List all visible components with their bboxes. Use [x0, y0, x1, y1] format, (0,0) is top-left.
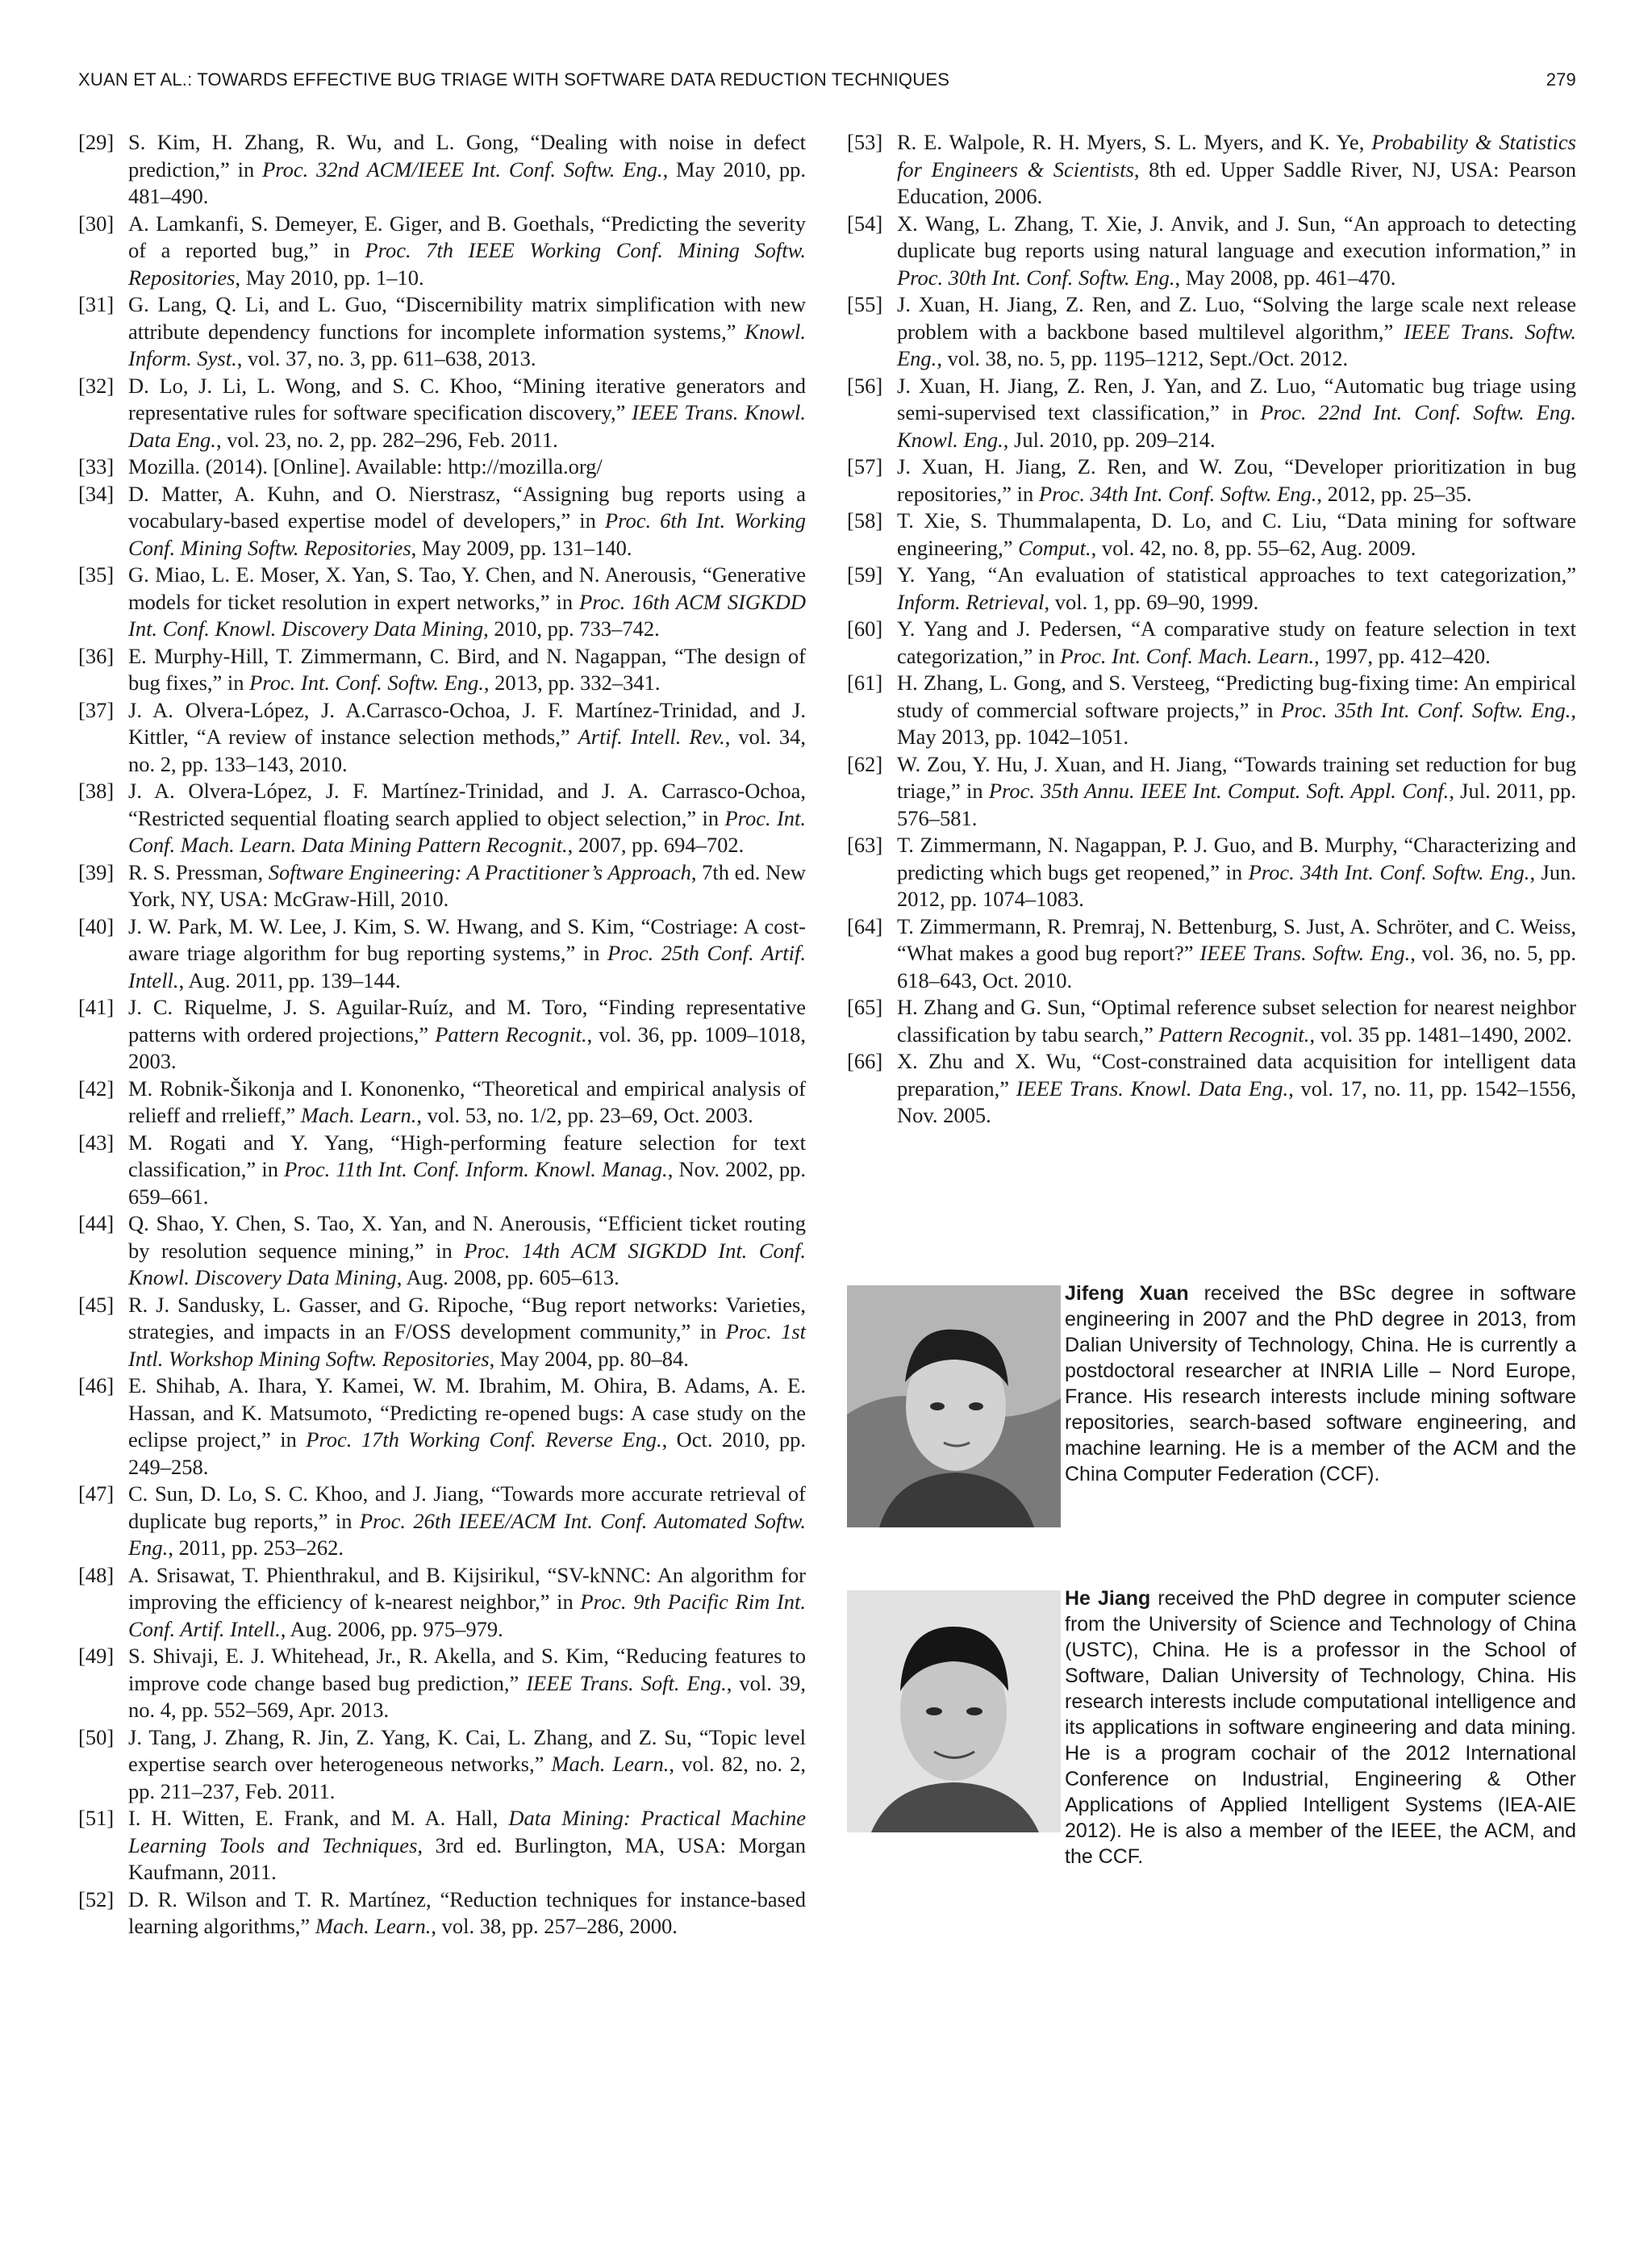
reference-text: M. Rogati and Y. Yang, “High-performing feature selection for text classification,” in Proc. 11th Int. Conf. Inform. Knowl. Manag., Nov. 2002, pp. 659–661.: [128, 1130, 806, 1209]
reference-text: E. Shihab, A. Ihara, Y. Kamei, W. M. Ibrahim, M. Ohira, B. Adams, A. E. Hassan, and K. Matsumoto, “Predicting re-opened bugs: A case study on the eclipse project,” in Proc. 17th Working Conf. Reverse Eng., Oct. 2010, pp. 249–258.: [128, 1373, 807, 1479]
reference-entry: [78, 211, 806, 292]
reference-number: [48]: [78, 1562, 115, 1587]
reference-number: [64]: [847, 913, 883, 938]
references-right-column: [847, 129, 1576, 1130]
reference-text: C. Sun, D. Lo, S. C. Khoo, and J. Jiang, “Towards more accurate retrieval of duplicate bug reports,” in Proc. 26th IEEE/ACM Int. Conf. Automated Softw. Eng., 2011, pp. 253–262.: [128, 1481, 806, 1560]
reference-entry: [78, 1805, 806, 1886]
reference-number: [38]: [78, 779, 115, 803]
reference-text: D. Matter, A. Kuhn, and O. Nierstrasz, “Assigning bug reports using a vocabulary-based expertise model of developers,” in Proc. 6th Int. Working Conf. Mining Softw. Repositories, May 2009, pp. 131–140.: [128, 481, 806, 560]
reference-entry: [847, 562, 1576, 616]
reference-text: M. Robnik-Šikonja and I. Kononenko, “Theoretical and empirical analysis of relieff and rrelieff,” Mach. Learn., vol. 53, no. 1/2, pp. 23–69, Oct. 2003.: [128, 1076, 806, 1127]
reference-number: [62]: [847, 751, 883, 776]
reference-entry: [847, 751, 1576, 833]
reference-text: W. Zou, Y. Hu, J. Xuan, and H. Jiang, “Towards training set reduction for bug triage,” in Proc. 35th Annu. IEEE Int. Comput. Soft. Appl. Conf., Jul. 2011, pp. 576–581.: [897, 751, 1576, 830]
reference-text: S. Kim, H. Zhang, R. Wu, and L. Gong, “Dealing with noise in defect prediction,” in Proc. 32nd ACM/IEEE Int. Conf. Softw. Eng., May 2010, pp. 481–490.: [128, 130, 807, 208]
reference-text: H. Zhang and G. Sun, “Optimal reference subset selection for nearest neighbor classification by tabu search,” Pattern Recognit., vol. 35 pp. 1481–1490, 2002.: [897, 995, 1576, 1047]
reference-text: J. A. Olvera-López, J. A.Carrasco-Ochoa, J. F. Martínez-Trinidad, and J. Kittler, “A review of instance selection methods,” Artif. Intell. Rev., vol. 34, no. 2, pp. 133–143, 2010.: [128, 697, 806, 776]
reference-entry: [78, 1886, 806, 1941]
reference-number: [65]: [847, 995, 883, 1019]
reference-text: T. Zimmermann, R. Premraj, N. Bettenburg, S. Just, A. Schröter, and C. Weiss, “What makes a good bug report?” IEEE Trans. Softw. Eng., vol. 36, no. 5, pp. 618–643, Oct. 2010.: [897, 913, 1576, 992]
author-photo-jiang: [847, 1590, 1061, 1832]
reference-text: I. H. Witten, E. Frank, and M. A. Hall, Data Mining: Practical Machine Learning Tools and Techniques, 3rd ed. Burlington, MA, USA: Morgan Kaufmann, 2011.: [128, 1806, 806, 1884]
reference-entry: [78, 1372, 806, 1481]
reference-entry: [847, 373, 1576, 454]
reference-number: [33]: [78, 454, 115, 478]
reference-number: [55]: [847, 292, 883, 316]
author-bio-jiang: [847, 1587, 1576, 1868]
reference-entry: [847, 670, 1576, 751]
reference-entry: [78, 373, 806, 454]
reference-entry: [847, 616, 1576, 670]
reference-number: [57]: [847, 454, 883, 478]
reference-text: A. Srisawat, T. Phienthrakul, and B. Kijsirikul, “SV-kNNC: An algorithm for improving the efficiency of k-nearest neighbor,” in Proc. 9th Pacific Rim Int. Conf. Artif. Intell., Aug. 2006, pp. 975–979.: [128, 1562, 806, 1641]
reference-number: [41]: [78, 995, 115, 1019]
reference-text: Mozilla. (2014). [Online]. Available: http://mozilla.org/: [128, 454, 603, 478]
reference-entry: [78, 453, 806, 481]
reference-text: S. Shivaji, E. J. Whitehead, Jr., R. Akella, and S. Kim, “Reducing features to improve code change based bug prediction,” IEEE Trans. Soft. Eng., vol. 39, no. 4, pp. 552–569, Apr. 2013.: [128, 1644, 806, 1722]
reference-text: J. Xuan, H. Jiang, Z. Ren, and Z. Luo, “Solving the large scale next release problem with a backbone based multilevel algorithm,” IEEE Trans. Softw. Eng., vol. 38, no. 5, pp. 1195–1212, Sept./Oct. 2012.: [897, 292, 1576, 370]
reference-number: [37]: [78, 697, 115, 722]
running-title: XUAN ET AL.: TOWARDS EFFECTIVE BUG TRIAGE WITH SOFTWARE DATA REDUCTION TECHNIQUES: [78, 69, 950, 90]
reference-entry: [847, 994, 1576, 1048]
reference-number: [35]: [78, 562, 115, 587]
author-photo-xuan: [847, 1285, 1061, 1527]
reference-entry: [78, 1292, 806, 1373]
reference-number: [45]: [78, 1292, 115, 1317]
reference-number: [51]: [78, 1806, 115, 1830]
reference-number: [39]: [78, 859, 115, 884]
reference-number: [56]: [847, 373, 883, 398]
reference-number: [47]: [78, 1481, 115, 1506]
reference-number: [42]: [78, 1076, 115, 1101]
reference-text: T. Xie, S. Thummalapenta, D. Lo, and C. Liu, “Data mining for software engineering,” Comput., vol. 42, no. 8, pp. 55–62, Aug. 2009.: [897, 508, 1576, 560]
reference-text: R. S. Pressman, Software Engineering: A Practitioner’s Approach, 7th ed. New York, NY, USA: McGraw-Hill, 2010.: [128, 859, 806, 911]
reference-entry: [78, 1130, 806, 1211]
reference-number: [50]: [78, 1724, 115, 1749]
reference-number: [61]: [847, 671, 883, 695]
reference-number: [60]: [847, 616, 883, 641]
reference-text: J. Xuan, H. Jiang, Z. Ren, J. Yan, and Z. Luo, “Automatic bug triage using semi-supervised text classification,” in Proc. 22nd Int. Conf. Softw. Eng. Knowl. Eng., Jul. 2010, pp. 209–214.: [897, 373, 1576, 452]
reference-number: [34]: [78, 481, 115, 506]
reference-number: [49]: [78, 1644, 115, 1668]
author-bio-text-xuan: [1065, 1280, 1576, 1487]
reference-text: X. Zhu and X. Wu, “Cost-constrained data acquisition for intelligent data preparation,” IEEE Trans. Knowl. Data Eng., vol. 17, no. 11, pp. 1542–1556, Nov. 2005.: [897, 1049, 1576, 1127]
author-bio-xuan: [847, 1282, 1576, 1527]
reference-number: [43]: [78, 1130, 115, 1155]
reference-number: [59]: [847, 562, 883, 587]
reference-entry: [78, 1562, 806, 1644]
reference-text: A. Lamkanfi, S. Demeyer, E. Giger, and B. Goethals, “Predicting the severity of a reported bug,” in Proc. 7th IEEE Working Conf. Mining Softw. Repositories, May 2010, pp. 1–10.: [128, 211, 806, 290]
reference-number: [63]: [847, 833, 883, 857]
reference-number: [66]: [847, 1049, 883, 1073]
reference-number: [58]: [847, 508, 883, 533]
reference-number: [32]: [78, 373, 115, 398]
reference-entry: [78, 1643, 806, 1724]
reference-text: G. Miao, L. E. Moser, X. Yan, S. Tao, Y. Chen, and N. Anerousis, “Generative models for ticket resolution in expert networks,” in Proc. 16th ACM SIGKDD Int. Conf. Knowl. Discovery Data Mining, 2010, pp. 733–742.: [128, 562, 806, 641]
reference-text: D. R. Wilson and T. R. Martínez, “Reduction techniques for instance-based learning algorithms,” Mach. Learn., vol. 38, pp. 257–286, 2000.: [128, 1886, 806, 1938]
reference-text: J. C. Riquelme, J. S. Aguilar-Ruíz, and M. Toro, “Finding representative patterns with ordered projections,” Pattern Recognit., vol. 36, pp. 1009–1018, 2003.: [128, 995, 806, 1073]
author-name: He Jiang: [1065, 1587, 1151, 1610]
reference-entry: [78, 291, 806, 373]
reference-text: E. Murphy-Hill, T. Zimmermann, C. Bird, and N. Nagappan, “The design of bug fixes,” in Proc. Int. Conf. Softw. Eng., 2013, pp. 332–341.: [128, 643, 806, 695]
reference-entry: [78, 1076, 806, 1130]
reference-text: G. Lang, Q. Li, and L. Guo, “Discernibility matrix simplification with new attribute dependency functions for incomplete information systems,” Knowl. Inform. Syst., vol. 37, no. 3, pp. 611–638, 2013.: [128, 292, 806, 370]
reference-text: D. Lo, J. Li, L. Wong, and S. C. Khoo, “Mining iterative generators and representative rules for software specification discovery,” IEEE Trans. Knowl. Data Eng., vol. 23, no. 2, pp. 282–296, Feb. 2011.: [128, 373, 806, 452]
reference-text: Q. Shao, Y. Chen, S. Tao, X. Yan, and N. Anerousis, “Efficient ticket routing by resolution sequence mining,” in Proc. 14th ACM SIGKDD Int. Conf. Knowl. Discovery Data Mining, Aug. 2008, pp. 605–613.: [128, 1211, 806, 1289]
reference-entry: [78, 913, 806, 995]
reference-entry: [847, 832, 1576, 913]
reference-number: [44]: [78, 1211, 115, 1235]
reference-entry: [847, 913, 1576, 995]
reference-entry: [78, 778, 806, 859]
reference-entry: [78, 859, 806, 913]
reference-entry: [847, 291, 1576, 373]
reference-entry: [847, 1048, 1576, 1130]
reference-text: Y. Yang and J. Pedersen, “A comparative study on feature selection in text categorization,” in Proc. Int. Conf. Mach. Learn., 1997, pp. 412–420.: [897, 616, 1576, 668]
reference-number: [29]: [78, 130, 115, 154]
reference-text: J. Xuan, H. Jiang, Z. Ren, and W. Zou, “Developer prioritization in bug repositories,” in Proc. 34th Int. Conf. Softw. Eng., 2012, pp. 25–35.: [897, 454, 1576, 506]
reference-number: [52]: [78, 1886, 115, 1911]
reference-entry: [78, 481, 806, 562]
reference-text: H. Zhang, L. Gong, and S. Versteeg, “Predicting bug-fixing time: An empirical study of commercial software projects,” in Proc. 35th Int. Conf. Softw. Eng., May 2013, pp. 1042–1051.: [897, 671, 1576, 749]
reference-entry: [78, 1724, 806, 1806]
page-number: 279: [1546, 69, 1576, 90]
reference-entry: [78, 697, 806, 779]
reference-text: X. Wang, L. Zhang, T. Xie, J. Anvik, and J. Sun, “An approach to detecting duplicate bug reports using natural language and execution information,” in Proc. 30th Int. Conf. Softw. Eng., May 2008, pp. 461–470.: [897, 211, 1576, 290]
running-header: [78, 69, 1576, 102]
reference-number: [31]: [78, 292, 115, 316]
reference-entry: [78, 994, 806, 1076]
reference-text: Y. Yang, “An evaluation of statistical approaches to text categorization,” Inform. Retrieval, vol. 1, pp. 69–90, 1999.: [897, 562, 1576, 614]
reference-entry: [847, 508, 1576, 562]
reference-number: [30]: [78, 211, 115, 236]
reference-text: T. Zimmermann, N. Nagappan, P. J. Guo, and B. Murphy, “Characterizing and predicting which bugs get reopened,” in Proc. 34th Int. Conf. Softw. Eng., Jun. 2012, pp. 1074–1083.: [897, 833, 1576, 911]
reference-entry: [78, 1210, 806, 1292]
reference-number: [36]: [78, 643, 115, 668]
author-name: Jifeng Xuan: [1065, 1282, 1189, 1305]
reference-entry: [78, 643, 806, 697]
reference-entry: [78, 129, 806, 211]
references-left-column: [78, 129, 806, 1941]
reference-text: J. Tang, J. Zhang, R. Jin, Z. Yang, K. Cai, L. Zhang, and Z. Su, “Topic level expertise search over heterogeneous networks,” Mach. Learn., vol. 82, no. 2, pp. 211–237, Feb. 2011.: [128, 1724, 806, 1803]
author-bio-body: received the BSc degree in software engineering in 2007 and the PhD degree in 2013, from Dalian University of Technology, China. He is currently a postdoctoral researcher at INRIA Lille – Nord Europe, France. His research interests include mining software repositories, search-based software engineering, and machine learning. He is a member of the ACM and the China Computer Federation (CCF).: [1065, 1282, 1576, 1485]
author-bio-body: received the PhD degree in computer science from the University of Science and Technology of China (USTC), China. He is a professor in the School of Software, Dalian University of Technology, China. His research interests include computational intelligence and its applications in software engineering and data mining. He is a program cochair of the 2012 International Conference on Industrial, Engineering & Other Applications of Applied Intelligent Systems (IEA-AIE 2012). He is also a member of the IEEE, the ACM, and the CCF.: [1065, 1587, 1576, 1868]
reference-entry: [78, 1481, 806, 1562]
reference-number: [40]: [78, 913, 115, 938]
author-bio-text-jiang: [1065, 1585, 1576, 1870]
reference-text: J. W. Park, M. W. Lee, J. Kim, S. W. Hwang, and S. Kim, “Costriage: A cost-aware triage algorithm for bug reporting systems,” in Proc. 25th Conf. Artif. Intell., Aug. 2011, pp. 139–144.: [128, 913, 806, 992]
reference-entry: [847, 211, 1576, 292]
reference-number: [53]: [847, 130, 883, 154]
reference-number: [54]: [847, 211, 883, 236]
reference-text: R. E. Walpole, R. H. Myers, S. L. Myers, and K. Ye, Probability & Statistics for Engineers & Scientists, 8th ed. Upper Saddle River, NJ, USA: Pearson Education, 2006.: [897, 130, 1576, 208]
reference-entry: [847, 453, 1576, 508]
reference-entry: [847, 129, 1576, 211]
reference-entry: [78, 562, 806, 643]
reference-text: R. J. Sandusky, L. Gasser, and G. Ripoche, “Bug report networks: Varieties, strategies, and impacts in an F/OSS development community,” in Proc. 1st Intl. Workshop Mining Softw. Repositories, May 2004, pp. 80–84.: [128, 1292, 806, 1371]
reference-number: [46]: [78, 1373, 115, 1397]
reference-text: J. A. Olvera-López, J. F. Martínez-Trinidad, and J. A. Carrasco-Ochoa, “Restricted sequential floating search applied to object selection,” in Proc. Int. Conf. Mach. Learn. Data Mining Pattern Recognit., 2007, pp. 694–702.: [128, 779, 807, 857]
